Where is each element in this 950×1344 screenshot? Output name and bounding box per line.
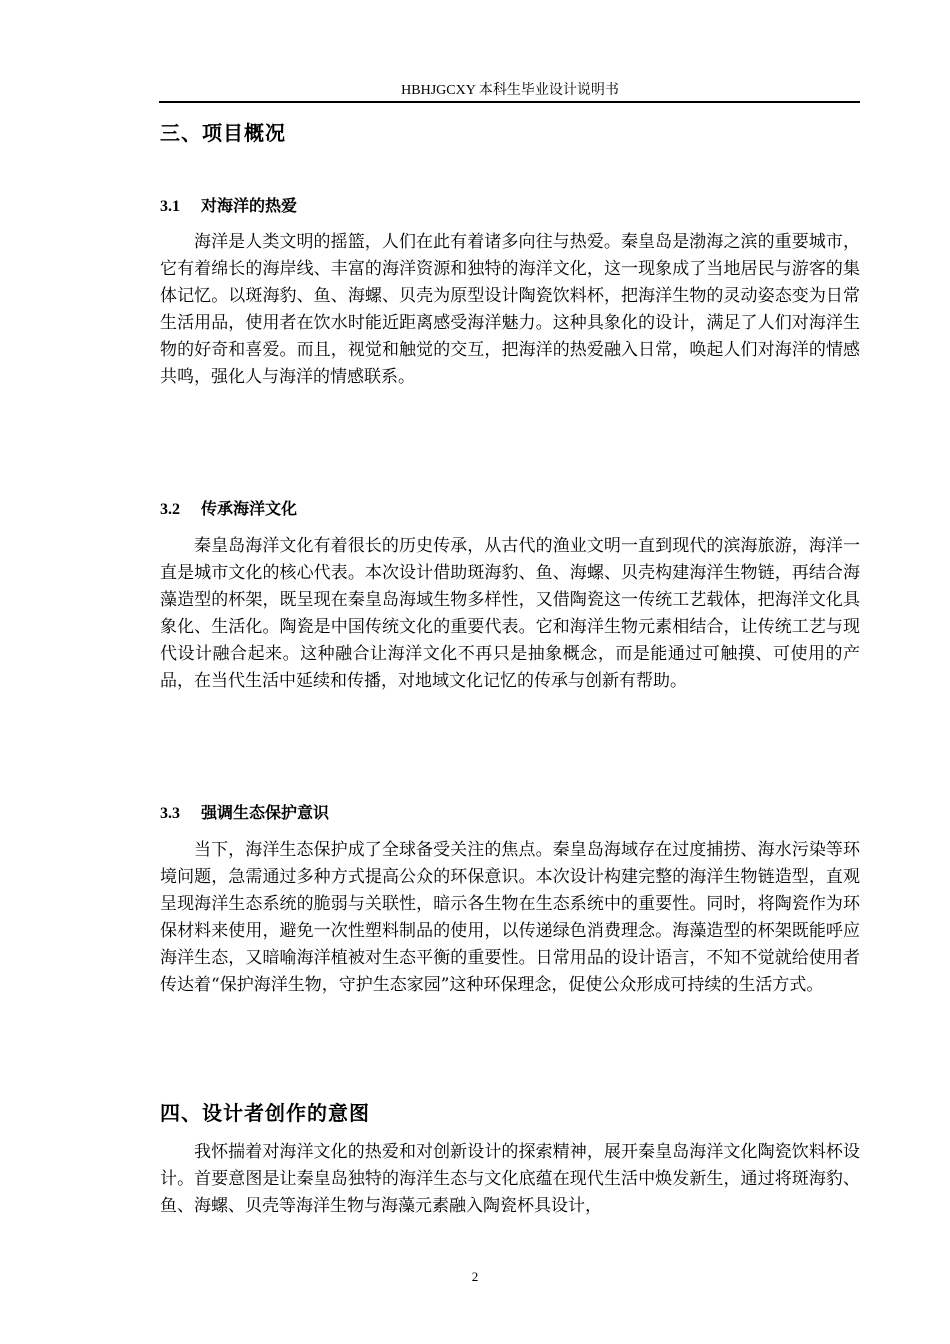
page-header: HBHJGCXY 本科生毕业设计说明书 (401, 83, 619, 98)
subsection-heading-3-3 (160, 800, 329, 823)
subsection-number: 3.3 (160, 805, 180, 822)
subsection-number: 3.1 (160, 198, 180, 215)
paragraph-3-2: 秦皇岛海洋文化有着很长的历史传承，从古代的渔业文明一直到现代的滨海旅游，海洋一直是城市文化的核心代表。本次设计借助斑海豹、鱼、海螺、贝壳构建海洋生物链，再结合海藻造型的杯架，既呈现在秦皇岛海域生物多样性，又借陶瓷这一传统工艺载体，把海洋文化具象化、生活化。陶瓷是中国传统文化的重要代表。它和海洋生物元素相结合，让传统工艺与现代设计融合起来。这种融合让海洋文化不再只是抽象概念，而是能通过可触摸、可使用的产品，在当代生活中延续和传播，对地域文化记忆的传承与创新有帮助。 (160, 536, 860, 691)
paragraph-3-3: 当下，海洋生态保护成了全球备受关注的焦点。秦皇岛海域存在过度捕捞、海水污染等环境问题，急需通过多种方式提高公众的环保意识。本次设计构建完整的海洋生物链造型，直观呈现海洋生态系统的脆弱与关联性，暗示各生物在生态系统中的重要性。同时，将陶瓷作为环保材料来使用，避免一次性塑料制品的使用，以传递绿色消费理念。海藻造型的杯架既能呼应海洋生态，又暗喻海洋植被对生态平衡的重要性。日常用品的设计语言，不知不觉就给使用者传达着“保护海洋生物，守护生态家园”这种环保理念，促使公众形成可持续的生活方式。 (160, 840, 860, 995)
subsection-heading-3-2 (160, 496, 297, 519)
paragraph-4: 我怀揣着对海洋文化的热爱和对创新设计的探索精神，展开秦皇岛海洋文化陶瓷饮料杯设计。首要意图是让秦皇岛独特的海洋生态与文化底蕴在现代生活中焕发新生，通过将斑海豹、鱼、海螺、贝壳等海洋生物与海藻元素融入陶瓷杯具设计， (160, 1142, 860, 1216)
subsection-title: 传承海洋文化 (201, 499, 298, 518)
paragraph-3-1: 海洋是人类文明的摇篮，人们在此有着诸多向往与热爱。秦皇岛是渤海之滨的重要城市，它有着绵长的海岸线、丰富的海洋资源和独特的海洋文化，这一现象成了当地居民与游客的集体记忆。以斑海豹、鱼、海螺、贝壳为原型设计陶瓷饮料杯，把海洋生物的灵动姿态变为日常生活用品，使用者在饮水时能近距离感受海洋魅力。这种具象化的设计，满足了人们对海洋生物的好奇和喜爱。而且，视觉和触觉的交互，把海洋的热爱融入日常，唤起人们对海洋的情感共鸣，强化人与海洋的情感联系。 (160, 232, 860, 387)
subsection-title: 对海洋的热爱 (201, 196, 298, 215)
section-heading-4: 四、设计者创作的意图 (160, 1101, 370, 1125)
subsection-number: 3.2 (160, 501, 180, 518)
page-number: 2 (471, 1269, 479, 1284)
header-rule (159, 101, 860, 103)
subsection-heading-3-1 (160, 193, 297, 216)
section-heading-3: 三、项目概况 (160, 121, 286, 145)
subsection-title: 强调生态保护意识 (201, 803, 330, 822)
